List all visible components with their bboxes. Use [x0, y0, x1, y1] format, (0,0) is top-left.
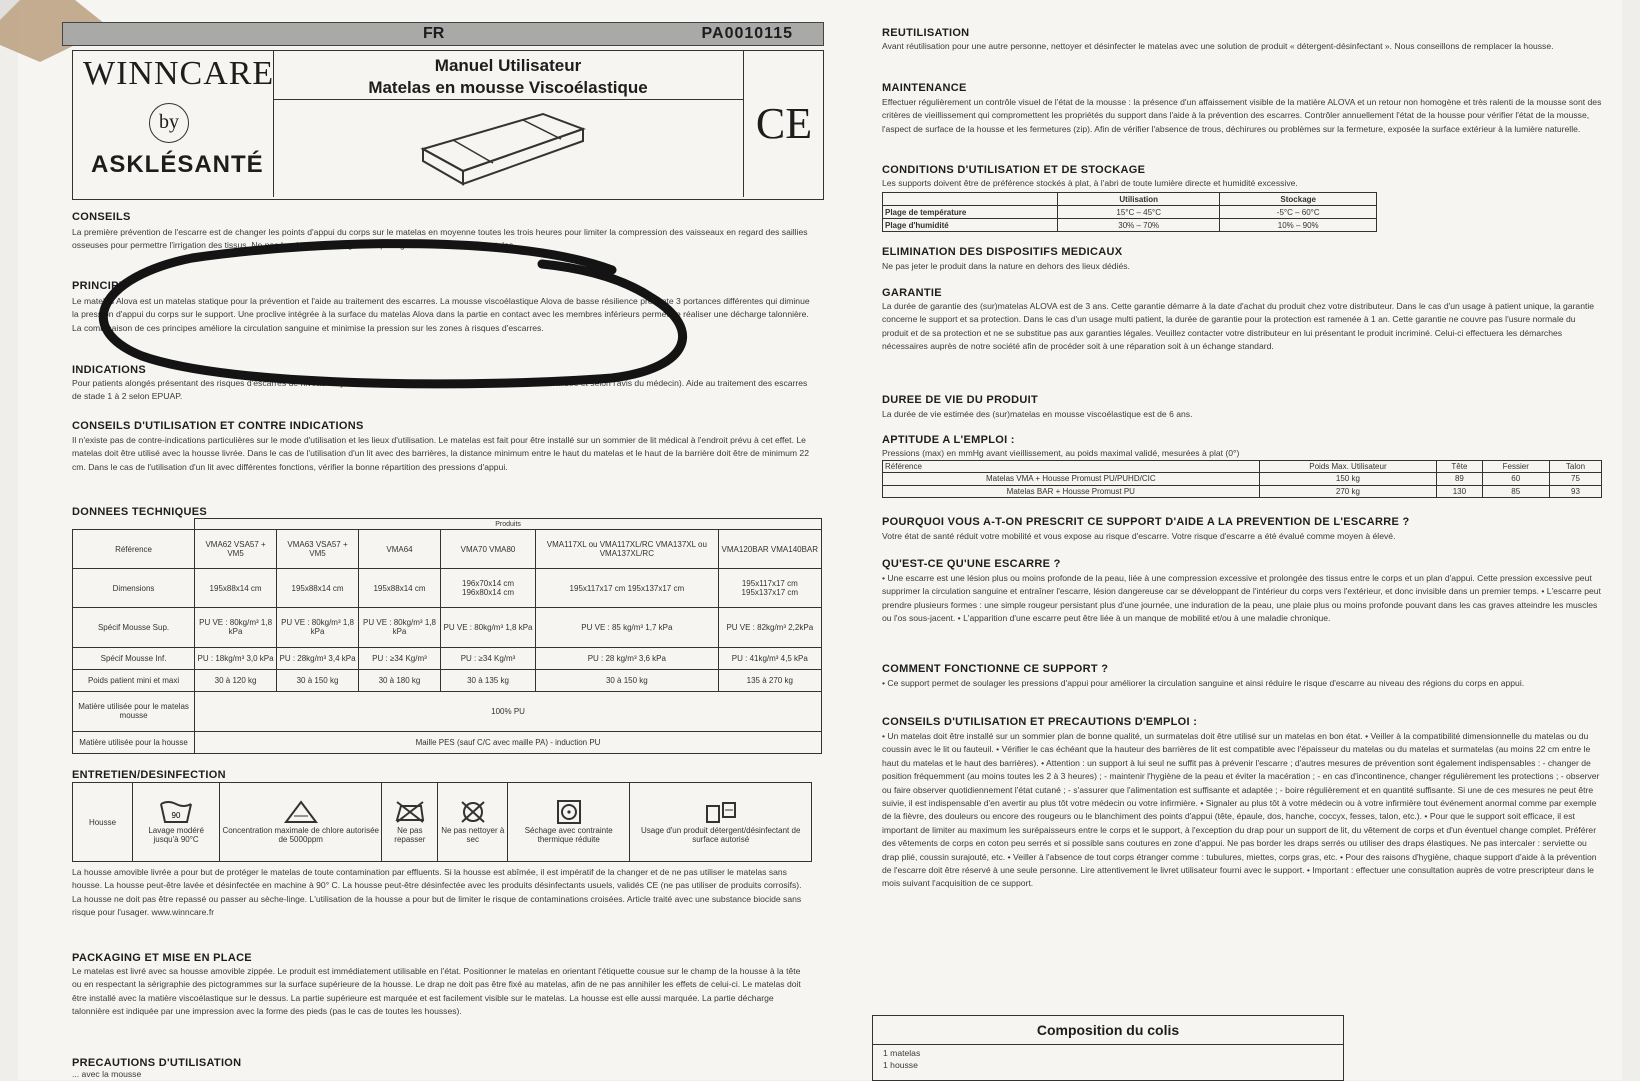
elimination-text: Ne pas jeter le produit dans la nature en dehors des lieux dédiés.	[882, 261, 1130, 271]
table-cell: Utilisation	[1058, 193, 1220, 206]
section-reutilisation: REUTILISATION	[882, 27, 970, 39]
conseils-text: La première prévention de l'escarre est de changer les points d'appui du corps sur le matelas en moyenne toutes les trois heures pour limiter la compression des vaisseaux en regard des saillies osseuses pour permettre l'irrigation des tissus. Ne pas border serré le linge de lit pour garantir l'efficacité du matelas.	[72, 227, 808, 251]
table-cell: Maille PES (sauf C/C avec maille PA) - induction PU	[195, 731, 822, 753]
mattress-illustration	[413, 109, 593, 189]
table-cell: VMA64	[359, 530, 441, 569]
section-maintenance: MAINTENANCE	[882, 82, 967, 94]
table-cell: Fessier	[1482, 461, 1549, 473]
table-cell: PU : 28kg/m³ 3,4 kPa	[277, 647, 359, 669]
table-cell: 75	[1549, 473, 1601, 485]
table-row	[883, 206, 1377, 219]
section-contre-indications: CONSEILS D'UTILISATION ET CONTRE INDICATIONS	[72, 420, 364, 432]
table-cell: PU VE : 85 kg/m³ 1,7 kPa	[536, 608, 719, 647]
table-cell: Référence	[883, 461, 1260, 473]
table-cell: 195x88x14 cm	[195, 569, 277, 608]
table-row	[73, 647, 822, 669]
table-cell: Spécif Mousse Sup.	[73, 608, 195, 647]
care-label: Usage d'un produit détergent/désinfectant de surface autorisé	[640, 826, 801, 844]
entretien-text: La housse amovible livrée a pour but de protéger le matelas de toute contamination par effluents. Si la housse est abîmée, il est impératif de la changer et de ne pas utiliser le matelas sans housse. La housse peut-être lavée et désinfectée en machine à 90° C. La housse peut-être désinfectée avec les produits désinfectants usuels, validés CE (ne pas utiliser de produits corrosifs). La housse ne doit pas être repassé ou passer au sèche-linge. L'utilisation de la housse a pour but de limiter le risque de contaminations croisées. Article traité avec une substance biocide sans risque pour l'usager. www.winncare.fr	[72, 867, 802, 918]
table-cell: Matière utilisée pour la housse	[73, 731, 195, 753]
section-aptitude: APTITUDE A L'EMPLOI :	[882, 434, 1015, 446]
package-contents-title: Composition du colis	[873, 1016, 1343, 1045]
section-escarre: QU'EST-CE QU'UNE ESCARRE ?	[882, 558, 1061, 570]
table-cell: 15°C – 45°C	[1058, 206, 1220, 219]
table-row	[883, 485, 1602, 497]
tumble-dry-icon	[508, 783, 630, 862]
section-duree: DUREE DE VIE DU PRODUIT	[882, 394, 1039, 406]
table-row	[883, 473, 1602, 485]
table-cell: PU : 28 kg/m³ 3,6 kPa	[536, 647, 719, 669]
table-cell: 89	[1437, 473, 1482, 485]
table-cell: 150 kg	[1259, 473, 1437, 485]
table-cell: PU : 41kg/m³ 4,5 kPa	[718, 647, 821, 669]
precautions-text: ... avec la mousse	[72, 1069, 142, 1079]
escarre-text: • Une escarre est une lésion plus ou moins profonde de la peau, liée à une compression excessive et prolongée des tissus entre le corps et un plan d'appui. Cette pression excessive peut supprimer la circulation sanguine et entraîner l'escarre, lésion dangereuse car se développant de l'intérieur du corps vers l'extérieur, et donc invisible dans un premier temps. • L'escarre peut prendre plusieurs formes : une simple rougeur persistant plus d'une journée, une induration de la peau, une plaie plus ou moins profonde pouvant dans les cas graves atteindre les muscles ou l'os sous-jacent. • L'apparition d'une escarre peut être liée à un manque de mobilité et/ou à une maladie chronique.	[882, 573, 1601, 624]
garantie-text: La durée de garantie des (sur)matelas ALOVA est de 3 ans. Cette garantie démarre à la date d'achat du produit chez votre distributeur. Dans le cas d'un usage à patient unique, la garantie concerne le support et sa protection. Dans le cas d'un usage multi patient, la durée de garantie pour la protection est ramenée à 1 an. Cette garantie ne couvre pas l'usure normale du produit et de sa protection et ne se substitue pas aux garanties légales. Veuillez contacter votre distributeur en lui présentant le produit incriminé. Celui-ci effectuera les démarches nécessaires auprès de notre société afin de procéder soit à une réparation soit à un échange standard.	[882, 301, 1595, 352]
table-cell: 10% – 90%	[1220, 219, 1377, 232]
table-cell: 100% PU	[195, 692, 822, 731]
reutilisation-text: Avant réutilisation pour une autre personne, nettoyer et désinfecter le matelas avec une solution de produit « détergent-désinfectant ». Nous conseillons de remplacer la housse.	[882, 41, 1554, 51]
table-cell: PU VE : 82kg/m³ 2,2kPa	[718, 608, 821, 647]
indications-text: Pour patients alongés présentant des risques d'escarres de niveau moyen à élevé (selon l'échelle de Braden ou autre échelle validée et selon l'avis du médecin). Aide au traitement des escarres de stade 1 à 2 selon EPUAP.	[72, 378, 808, 402]
table-cell: Plage d'humidité	[883, 219, 1058, 232]
table-cell: Spécif Mousse Inf.	[73, 647, 195, 669]
table-cell: 30 à 150 kg	[277, 669, 359, 691]
chlorine-icon	[220, 783, 382, 862]
table-row	[73, 669, 822, 691]
technical-table	[72, 518, 822, 754]
table-cell: 60	[1482, 473, 1549, 485]
table-cell: Référence	[73, 530, 195, 569]
table-cell: -5°C – 60°C	[1220, 206, 1377, 219]
pressure-table	[882, 460, 1602, 498]
table-cell: PU : 18kg/m³ 3,0 kPa	[195, 647, 277, 669]
care-label: Ne pas nettoyer à sec	[441, 826, 505, 844]
no-iron-icon	[382, 783, 438, 862]
section-indications: INDICATIONS	[72, 364, 146, 376]
storage-table	[882, 192, 1377, 232]
document-header	[72, 50, 824, 200]
care-row-label: Housse	[73, 783, 133, 862]
table-cell	[883, 193, 1058, 206]
table-cell: 195x117x17 cm 195x137x17 cm	[536, 569, 719, 608]
contre-indications-text: Il n'existe pas de contre-indications particulières sur le mode d'utilisation et les lieux d'utilisation. Le matelas est fait pour être installé sur un sommier de lit médical à l'endroit prévu à cet effet. Le matelas doit être utilisé avec la housse livrée. Dans le cas de l'utilisation d'un lit avec des barrières, la distance minimum entre le haut du matelas et le haut de la barrière doit être de minimum 22 cm. Dans le cas de l'utilisation d'un lit avec différentes fonctions, vérifier la bonne répartition des pressions d'appui.	[72, 435, 809, 472]
table-cell: Poids Max. Utilisateur	[1259, 461, 1437, 473]
table-cell: VMA63 VSA57 + VM5	[277, 530, 359, 569]
header-bar	[62, 22, 824, 46]
precautions-emploi-text: • Un matelas doit être installé sur un sommier plan de bonne qualité, un surmatelas doit être utilisé sur un matelas en bon état. • Veiller à la compatibilité dimensionnelle du matelas ou du coussin avec le lit ou fauteuil. • Vérifier le cas échéant que la hauteur des barrières de lit est compatible avec l'épaisseur du matelas ou du matelas et surmatelas (au moins 22 cm entre le haut du matelas et le haut des barrières). • Attention : un support à lui seul ne suffit pas à prévenir l'escarre ; d'autres mesures de prévention sont également indispensables : - changer de position fréquemment (au moins toutes les 2 à 3 heures) ; - maintenir l'hygiène de la peau et éviter la macération ; - en cas d'incontinence, changer régulièrement les protections ; - observer ou faire observer quotidiennement l'état cutané ; - s'assurer que l'alimentation est suffisante et adaptée ; - boire régulièrement et en quantité suffisante. Si une de ces mesures ne peut être suivie, il est indispensable d'en avertir au plus tôt votre médecin ou votre infirmière. • Signaler au plus tôt à votre médecin ou à votre infirmière tout événement anormal comme par exemple de la fièvre, des douleurs ou encore des rougeurs ou le blanchiment des points d'appui (tête, épaule, dos, hanche, coccyx, fesses, talon, etc.). • Pour que le support soit efficace, il est important de limiter au maximum les surépaisseurs entre le corps et le support, à l'exception du drap pour un support de lit, du vêtement de corps et d'un éventuel change complet. Préférer des vêtements de corps en coton peu serrés et si possible sans coutures en zone d'appui. Ne pas border les draps serrés ou utiliser des draps élastiques. Ne pas intercaler : serviette ou drap plié, coussin surajouté, etc. • Veiller à l'absence de tout corps étranger comme : tubulures, miettes, corps gras, etc. • Pour des raisons d'hygiène, chaque support d'aide à la prévention de l'escarre doit être réservé à une seule personne. Lire attentivement le livret utilisateur fourni avec le support. • Important : effectuer une consultation auprès de votre prescripteur dans le mois suivant l'acquisition de ce support.	[882, 731, 1600, 889]
table-cell: 30% – 70%	[1058, 219, 1220, 232]
section-conseils: CONSEILS	[72, 211, 131, 223]
table-cell: 30 à 120 kg	[195, 669, 277, 691]
table-row	[883, 193, 1377, 206]
winncare-logo	[73, 51, 274, 197]
section-entretien: ENTRETIEN/DESINFECTION	[72, 769, 226, 781]
table-row	[73, 731, 822, 753]
produits-label: Produits	[195, 519, 822, 530]
section-elimination: ELIMINATION DES DISPOSITIFS MEDICAUX	[882, 246, 1123, 258]
logo-main: WINNCARE	[83, 55, 275, 92]
table-cell: PU VE : 80kg/m³ 1,8 kPa	[440, 608, 535, 647]
list-item: 1 housse	[883, 1060, 918, 1070]
maintenance-text: Effectuer régulièrement un contrôle visuel de l'état de la mousse : la présence d'un affaissement visible de la matière ALOVA et un retour non homogène et très ralenti de la mousse sont des critères de vieillissement qui compromettent les propriétés du support dans l'aide à la prévention des escarres. Contrôler annuellement l'état de la housse pour vérifier l'état de la mousse, l'aspect de surface de la housse et les fermetures (zip). Afin de vérifier l'absence de trous, déchirures ou problèmes sur la fermeture, exposée la surface extérieur à la lumière naturelle.	[882, 97, 1602, 134]
pourquoi-text: Votre état de santé réduit votre mobilité et vous expose au risque d'escarre. Votre risque d'escarre a été évalué comme moyen à élevé.	[882, 531, 1396, 541]
section-precautions: PRECAUTIONS D'UTILISATION	[72, 1057, 242, 1069]
principe-text: Le matelas Alova est un matelas statique pour la prévention et l'aide au traitement des escarres. La mousse viscoélastique Alova de basse résilience présente 3 portances différentes qui diminue la pression d'appui du corps sur le support. Une proclive intégrée à la surface du matelas Alova dans la partie en contact avec les membres inférieurs permet de réaliser une décharge talonnière. La combinaison de ces principes améliore la circulation sanguine et minimise la pression sur les zones à risques d'escarres.	[72, 296, 810, 333]
table-cell: PU : ≥34 Kg/m³	[440, 647, 535, 669]
aptitude-text: Pressions (max) en mmHg avant vieillissement, au poids maximal validé, mesurées à plat (0°)	[882, 448, 1240, 458]
disinfectant-icon	[630, 783, 812, 862]
table-row	[73, 692, 822, 731]
table-cell: 30 à 135 kg	[440, 669, 535, 691]
table-cell: VMA117XL ou VMA117XL/RC VMA137XL ou VMA137XL/RC	[536, 530, 719, 569]
section-conditions: CONDITIONS D'UTILISATION ET DE STOCKAGE	[882, 164, 1146, 176]
table-cell: PU VE : 80kg/m³ 1,8 kPa	[359, 608, 441, 647]
table-cell: VMA120BAR VMA140BAR	[718, 530, 821, 569]
section-precautions-emploi: CONSEILS D'UTILISATION ET PRECAUTIONS D'EMPLOI :	[882, 716, 1198, 728]
table-row	[73, 530, 822, 569]
table-cell: 195x117x17 cm 195x137x17 cm	[718, 569, 821, 608]
table-cell: 130	[1437, 485, 1482, 497]
care-label: Ne pas repasser	[394, 826, 426, 844]
packaging-text: Le matelas est livré avec sa housse amovible zippée. Le produit est immédiatement utilisable en l'état. Positionner le matelas en orientant l'étiquette cousue sur le champ de la housse à la tête ou en respectant la sérigraphie des pictogrammes sur la surface supérieure de la housse. Le drap ne doit pas être fixé au matelas, afin de ne pas annihiler les effets de celui-ci. Le matelas doit être installé avec la matière viscoélastique sur le dessus. La partie supérieure est marquée et est facilement visible sur le matelas. La housse est elle aussi marquée. La partie décharge talonnière est indiquée par une impression avec la forme des pieds (pas le cas de toutes les housses).	[72, 966, 801, 1017]
table-cell: Dimensions	[73, 569, 195, 608]
wash-90-icon	[133, 783, 220, 862]
table-cell: Matelas VMA + Housse Promust PU/PUHD/CIC	[883, 473, 1260, 485]
left-column	[52, 0, 832, 1080]
table-cell: 85	[1482, 485, 1549, 497]
conditions-text: Les supports doivent être de préférence stockés à plat, à l'abri de toute lumière directe et humidité excessive.	[882, 178, 1298, 188]
section-principe: PRINCIPE	[72, 280, 127, 292]
table-cell: Talon	[1549, 461, 1601, 473]
table-cell: VMA62 VSA57 + VM5	[195, 530, 277, 569]
table-cell: PU : ≥34 Kg/m³	[359, 647, 441, 669]
table-cell: 195x88x14 cm	[359, 569, 441, 608]
document-title	[273, 51, 743, 100]
care-label: Séchage avec contrainte thermique réduite	[524, 826, 613, 844]
title-line-2: Matelas en mousse Viscoélastique	[368, 78, 648, 97]
section-garantie: GARANTIE	[882, 287, 942, 299]
table-cell: PU VE : 80kg/m³ 1,8 kPa	[277, 608, 359, 647]
table-cell: Stockage	[1220, 193, 1377, 206]
table-cell: Tête	[1437, 461, 1482, 473]
list-item: 1 matelas	[883, 1048, 921, 1058]
care-symbols-table	[72, 782, 812, 862]
table-cell: Matelas BAR + Housse Promust PU	[883, 485, 1260, 497]
section-fonctionnement: COMMENT FONCTIONNE CE SUPPORT ?	[882, 663, 1109, 675]
duree-text: La durée de vie estimée des (sur)matelas en mousse viscoélastique est de 6 ans.	[882, 409, 1193, 419]
title-line-1: Manuel Utilisateur	[434, 56, 582, 75]
table-row	[73, 569, 822, 608]
table-cell: 270 kg	[1259, 485, 1437, 497]
table-cell: Poids patient mini et maxi	[73, 669, 195, 691]
table-cell: 30 à 180 kg	[359, 669, 441, 691]
package-contents-box	[872, 1015, 1344, 1081]
care-label: Concentration maximale de chlore autorisée de 5000ppm	[222, 826, 379, 844]
section-pourquoi: POURQUOI VOUS A-T-ON PRESCRIT CE SUPPORT D'AIDE A LA PREVENTION DE L'ESCARRE ?	[882, 516, 1410, 528]
no-dry-clean-icon	[438, 783, 508, 862]
right-column	[862, 0, 1607, 1080]
section-packaging: PACKAGING ET MISE EN PLACE	[72, 952, 252, 964]
language-code: FR	[423, 25, 445, 42]
fonctionnement-text: • Ce support permet de soulager les pressions d'appui pour améliorer la circulation sanguine et ainsi réduire le risque d'escarre au niveau des régions du corps en appui.	[882, 678, 1525, 688]
ce-mark: CE	[743, 51, 824, 197]
document-reference: PA0010115	[701, 25, 793, 42]
table-cell: 196x70x14 cm 196x80x14 cm	[440, 569, 535, 608]
table-row	[883, 461, 1602, 473]
table-cell: 93	[1549, 485, 1601, 497]
care-label: Lavage modéré jusqu'à 90°C	[148, 826, 204, 844]
table-row	[883, 219, 1377, 232]
svg-text:90: 90	[171, 811, 181, 820]
table-cell: Matière utilisée pour le matelas mousse	[73, 692, 195, 731]
table-row	[73, 608, 822, 647]
logo-by: by	[149, 103, 189, 143]
table-cell: VMA70 VMA80	[440, 530, 535, 569]
table-cell: PU VE : 80kg/m³ 1,8 kPa	[195, 608, 277, 647]
table-cell: 195x88x14 cm	[277, 569, 359, 608]
logo-sub: ASKLÉSANTÉ	[91, 151, 264, 178]
table-cell: 30 à 150 kg	[536, 669, 719, 691]
section-donnees-techniques: DONNEES TECHNIQUES	[72, 506, 207, 518]
table-cell: 135 à 270 kg	[718, 669, 821, 691]
table-cell: Plage de température	[883, 206, 1058, 219]
